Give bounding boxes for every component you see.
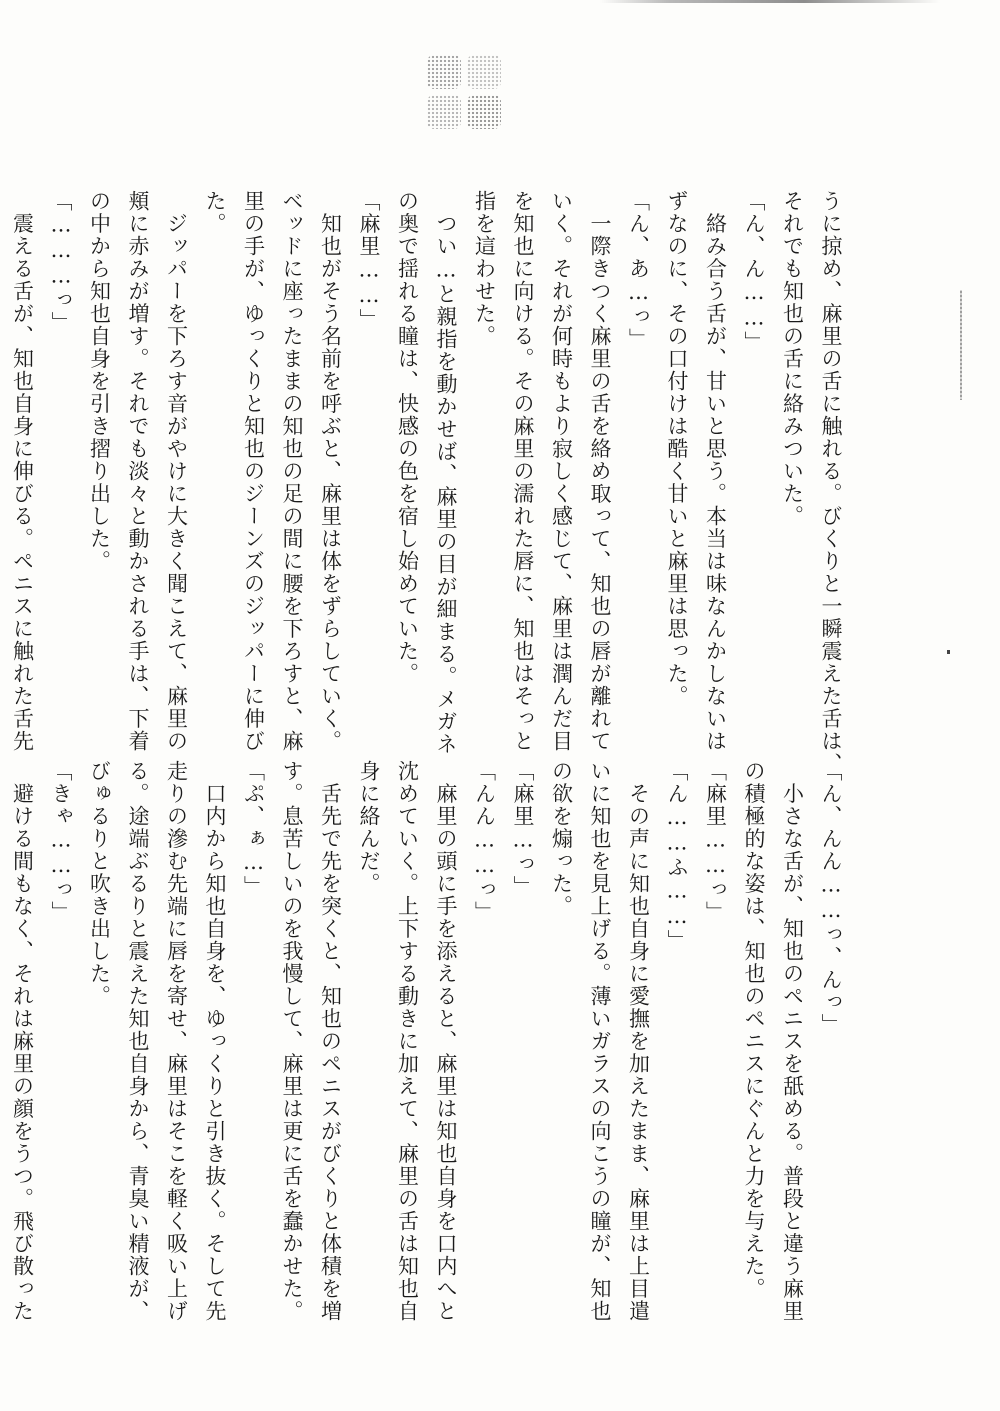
text-line: の奥で揺れる瞳は、快感の色を宿し始めていた。: [395, 190, 420, 685]
text-line: 麻里の頭に手を添えると、麻里は知也自身を口内へと: [434, 760, 458, 1323]
dotted-square-icon: [467, 55, 501, 89]
text-line: 指を這わせた。: [472, 190, 497, 348]
text-line: 絡み合う舌が、甘いと思う。本当は味なんかしないは: [703, 190, 728, 753]
text-line: つい…と親指を動かせば、麻里の目が細まる。メガネ: [434, 190, 458, 756]
text-line: 走りの滲む先端に唇を寄せ、麻里はそこを軽く吸い上げ: [164, 760, 189, 1323]
text-line: 「麻里…っ」: [511, 760, 535, 898]
text-line: 知也がそう名前を呼ぶと、麻里は体をずらしていく。: [318, 190, 343, 753]
text-line: を知也に向ける。その麻里の濡れた唇に、知也はそっと: [511, 190, 535, 753]
text-block-bottom: [10, 760, 850, 1323]
text-line: ずなのに、その口付けは酷く甘いと麻里は思った。: [665, 190, 689, 708]
page-top-edge: [600, 0, 940, 3]
text-line: 「麻里……」: [357, 190, 381, 331]
text-line: 「ん……ふ……」: [665, 760, 689, 952]
text-line: いく。それが何時もより寂しく感じて、麻里は潤んだ目: [549, 190, 574, 753]
scan-speck: [947, 650, 950, 654]
text-line: の積極的な姿は、知也のペニスにぐんと力を与えた。: [742, 760, 766, 1300]
text-line: ベッドに座ったままの知也の足の間に腰を下ろすと、麻: [280, 190, 304, 753]
text-line: す。息苦しいのを我慢して、麻里は更に舌を蠢かせた。: [280, 760, 304, 1323]
text-line: る。途端ぶるりと震えた知也自身から、青臭い精液が、: [126, 760, 150, 1323]
text-line: 「ぷ、ぁ…」: [241, 760, 266, 898]
text-line: の欲を煽った。: [549, 760, 574, 918]
text-line: 「ん、んん……っ、んっ」: [819, 760, 843, 1036]
text-line: の中から知也自身を引き摺り出した。: [87, 190, 112, 573]
text-line: その声に知也自身に愛撫を加えたまま、麻里は上目遣: [626, 760, 651, 1323]
text-line: それでも知也の舌に絡みついた。: [780, 190, 805, 528]
text-line: 頬に赤みが増す。それでも淡々と動かされる手は、下着: [126, 190, 150, 753]
text-line: 「麻里……っ」: [703, 760, 728, 924]
text-line: 小さな舌が、知也のペニスを舐める。普段と違う麻里: [780, 760, 805, 1323]
text-line: 「ん、ん……」: [742, 190, 766, 354]
scan-edge-dots: [960, 290, 962, 400]
text-line: 口内から知也自身を、ゆっくりと引き抜く。そして先: [203, 760, 227, 1323]
text-block-top: [10, 190, 850, 775]
text-line: 里の手が、ゆっくりと知也のジーンズのジッパーに伸び: [241, 190, 266, 753]
dotted-square-icon: [427, 55, 461, 89]
dotted-square-icon: [467, 95, 501, 129]
text-line: 沈めていく。上下する動きに加えて、麻里の舌は知也自: [395, 760, 420, 1323]
text-line: 「………っ」: [49, 190, 73, 334]
text-line: [0, 760, 3, 1320]
text-line: びゅるりと吹き出した。: [87, 760, 112, 1008]
dotted-square-icon: [427, 95, 461, 129]
text-line: いに知也を見上げる。薄いガラスの向こうの瞳が、知也: [588, 760, 612, 1323]
four-dotted-squares-icon: [427, 55, 503, 131]
text-line: 一際きつく麻里の舌を絡め取って、知也の唇が離れて: [588, 190, 612, 753]
text-line: 避ける間もなく、それは麻里の顔をうつ。飛び散った: [10, 760, 35, 1323]
text-line: ジッパーを下ろす音がやけに大きく聞こえて、麻里の: [164, 190, 189, 753]
text-line: た。: [203, 190, 227, 235]
text-line: 身に絡んだ。: [357, 760, 381, 895]
text-line: 「きゃ……っ」: [49, 760, 73, 924]
text-line: 「んん……っ」: [472, 760, 497, 924]
text-line: 震える舌が、知也自身に伸びる。ペニスに触れた舌先: [10, 190, 35, 753]
text-line: 舌先で先を突くと、知也のペニスがびくりと体積を増: [318, 760, 343, 1323]
text-line: 「ん、あ…っ」: [626, 190, 651, 351]
text-line: うに掠め、麻里の舌に触れる。びくりと一瞬震えた舌は、: [819, 190, 843, 775]
